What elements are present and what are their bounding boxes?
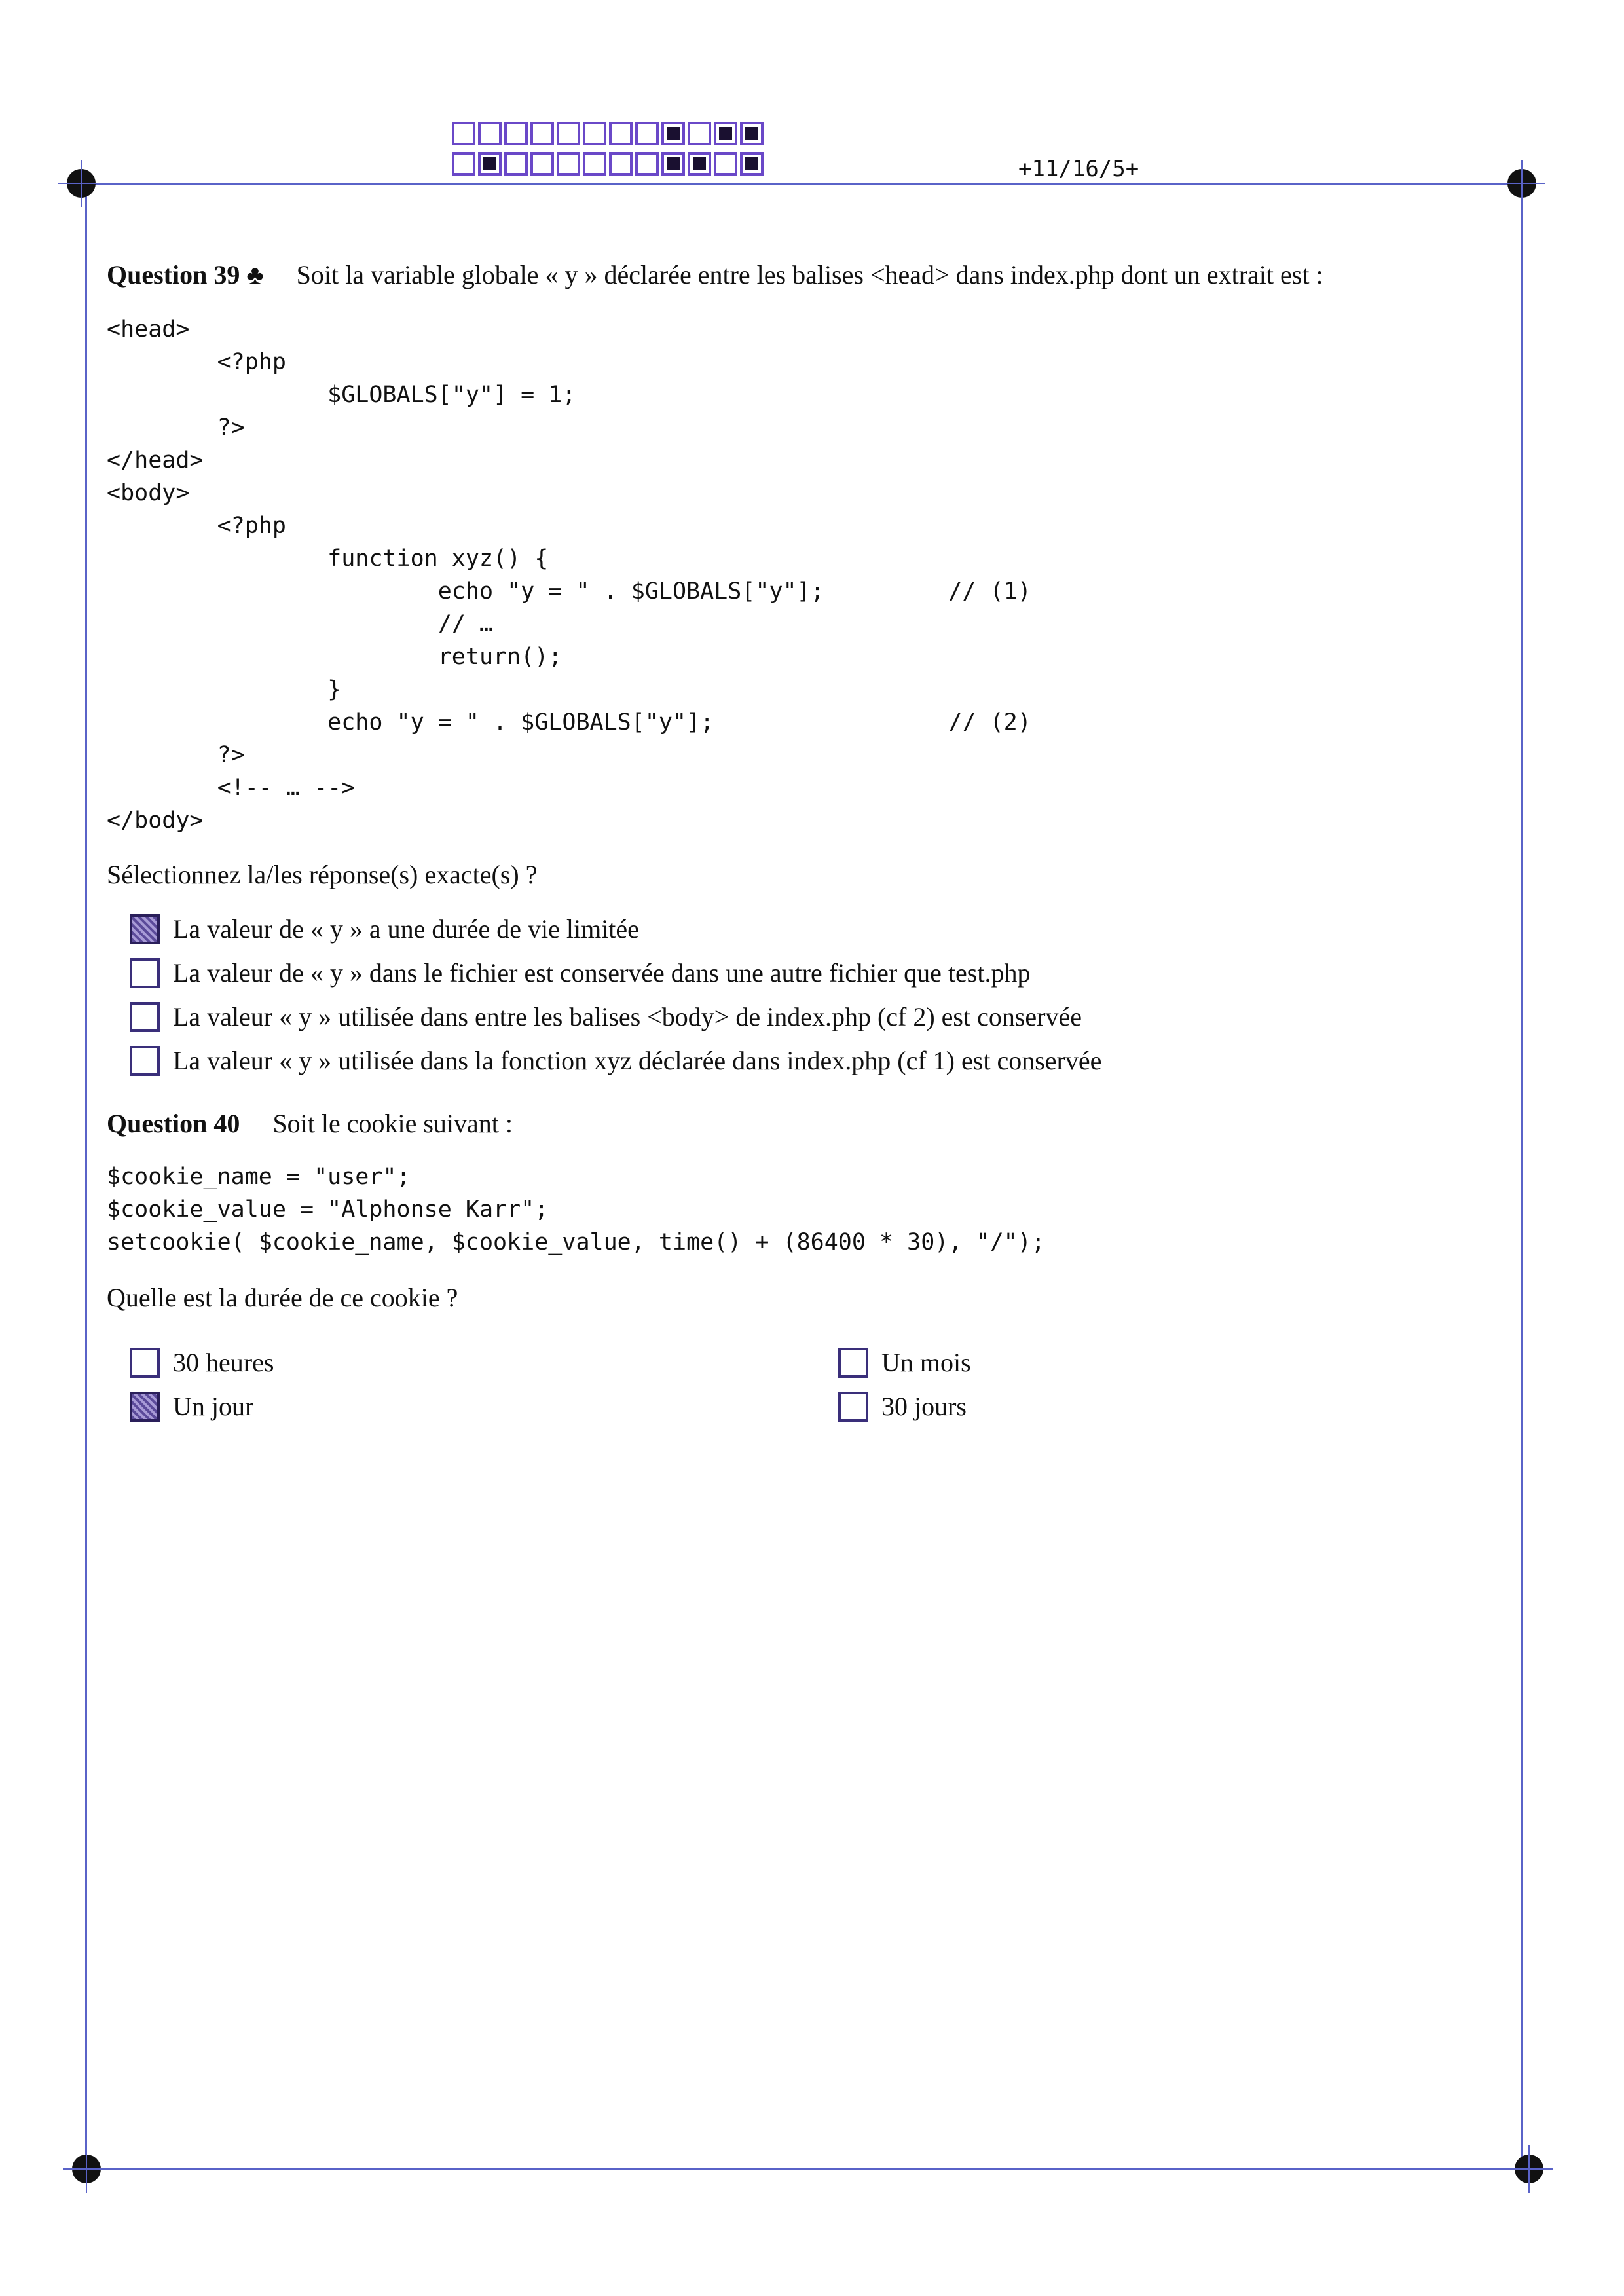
code-cell-empty [504,152,528,176]
q40-answer-3[interactable] [838,1347,971,1378]
question-39-code: <head> <?php $GLOBALS["y"] = 1; ?> </head> <body> <?php function xyz() { echo "y = " . $GLOBALS["y"]; // (1) // … return(); } echo "y = " . $GLOBALS["y"]; // (2) ?> <!-- … --> </body> [107,316,1031,834]
corner-mark-bottom-right [1515,2155,1543,2183]
corner-mark-top-left [67,169,96,198]
q39-answer-4[interactable] [130,1045,1101,1076]
code-cell-empty [609,152,633,176]
checkbox[interactable] [130,1046,160,1076]
question-40-label: Question 40 [107,1109,240,1138]
binary-code-row-2 [452,152,766,176]
code-cell-empty [635,152,659,176]
club-marker-icon: ♣ [246,260,264,289]
code-cell-filled [740,122,764,145]
frame-left [85,183,87,2170]
q39-answer-3[interactable] [130,1001,1082,1032]
page-id: +11/16/5+ [1018,156,1139,182]
q39-answer-2[interactable] [130,957,1030,988]
corner-mark-top-right [1507,169,1536,198]
question-40-title [107,1108,513,1139]
answer-label: Un jour [173,1392,254,1421]
answer-label: Un mois [881,1348,971,1377]
binary-code-row-1 [452,122,766,145]
code-cell-empty [478,122,502,145]
code-cell-empty [452,122,475,145]
code-cell-filled [661,122,685,145]
code-cell-empty [530,122,554,145]
code-cell-empty [504,122,528,145]
question-40-text: Soit le cookie suivant : [272,1109,513,1138]
q40-answer-2[interactable] [130,1391,253,1422]
code-cell-empty [452,152,475,176]
checkbox[interactable] [130,958,160,988]
code-cell-filled [688,152,711,176]
question-40-prompt: Quelle est la durée de ce cookie ? [107,1283,458,1312]
checkbox[interactable] [838,1392,868,1422]
code-cell-empty [530,152,554,176]
corner-mark-bottom-left [72,2155,101,2183]
q40-answer-4[interactable] [838,1391,967,1422]
checkbox[interactable] [838,1348,868,1378]
checkbox[interactable] [130,1348,160,1378]
code-cell-empty [635,122,659,145]
q40-answer-1[interactable] [130,1347,274,1378]
question-40-code: $cookie_name = "user"; $cookie_value = "Alphonse Karr"; setcookie( $cookie_name, $cookie_value, time() + (86400 * 30), "/"); [107,1164,1045,1255]
question-39-title [107,259,1323,290]
question-39-prompt: Sélectionnez la/les réponse(s) exacte(s) ? [107,860,538,889]
code-cell-empty [688,122,711,145]
frame-right [1521,183,1522,2170]
checkbox[interactable] [130,1392,160,1422]
code-cell-empty [583,152,606,176]
answer-label: La valeur « y » utilisée dans entre les balises <body> de index.php (cf 2) est conservée [173,1002,1082,1031]
checkbox[interactable] [130,1002,160,1032]
code-cell-filled [661,152,685,176]
answer-label: La valeur « y » utilisée dans la fonction xyz déclarée dans index.php (cf 1) est conservée [173,1046,1102,1075]
code-cell-filled [478,152,502,176]
question-39-text: Soit la variable globale « y » déclarée entre les balises <head> dans index.php dont un extrait est : [296,260,1323,289]
q39-answer-1[interactable] [130,914,639,944]
frame-bottom [87,2168,1529,2170]
code-cell-empty [714,152,737,176]
frame-top [81,183,1522,185]
code-cell-filled [740,152,764,176]
code-cell-empty [609,122,633,145]
checkbox[interactable] [130,914,160,944]
answer-label: 30 jours [881,1392,967,1421]
code-cell-empty [557,122,580,145]
code-cell-empty [557,152,580,176]
answer-label: La valeur de « y » dans le fichier est conservée dans une autre fichier que test.php [173,958,1031,988]
code-cell-empty [583,122,606,145]
answer-label: 30 heures [173,1348,274,1377]
question-39-label: Question 39 [107,260,240,289]
code-cell-filled [714,122,737,145]
answer-label: La valeur de « y » a une durée de vie limitée [173,914,639,944]
